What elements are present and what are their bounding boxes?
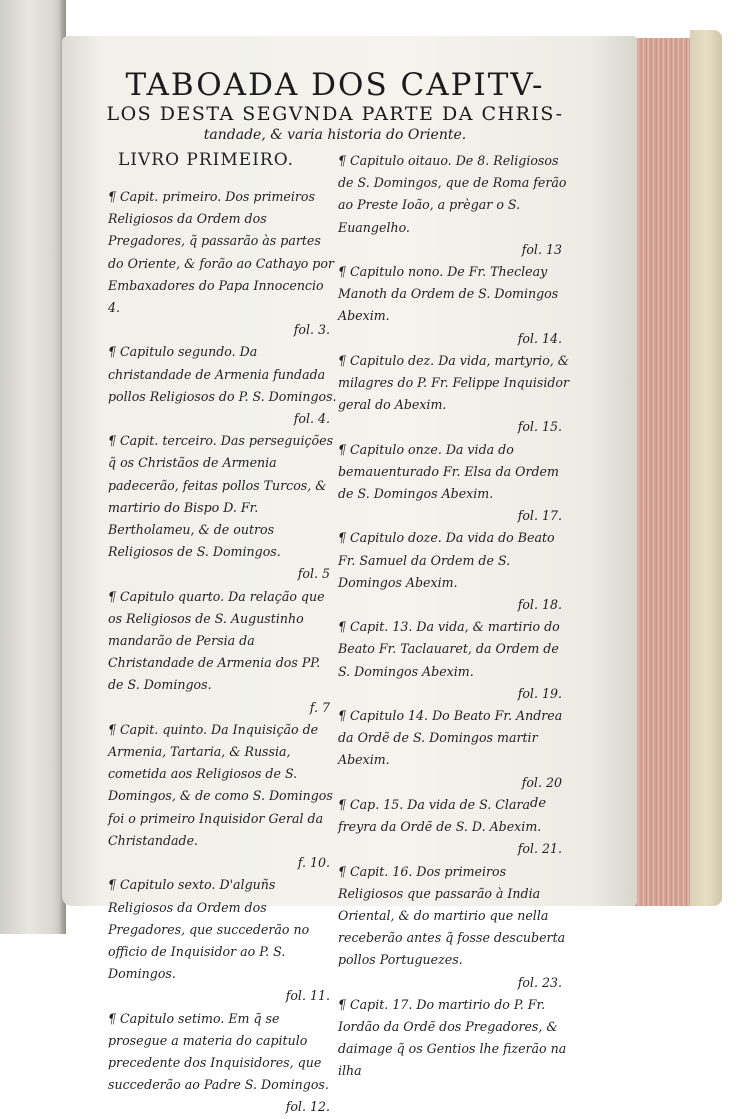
toc-entry	[108, 586, 338, 719]
folio-ref: fol. 12.	[285, 1099, 330, 1115]
folio-ref: fol. 21.	[517, 841, 562, 857]
entry-text: ¶ Capit. 16. Dos primeiros Religiosos que passarão à India Oriental, & do martirio que nella receberão antes q̃ fosse descuberta pollos Portuguezes.	[338, 863, 566, 968]
folio-ref: fol. 15.	[517, 419, 562, 435]
entry-text: ¶ Capit. quinto. Da Inquisição de Armenia, Tartaria, & Russia, cometida aos Religiosos de S. Domingos, & de como S. Domingos foi o primeiro Inquisidor Geral da Christandade.	[108, 721, 333, 848]
toc-entry	[338, 994, 570, 1083]
folio-ref: f. 7	[309, 699, 330, 715]
folio-ref: fol. 11.	[285, 988, 330, 1004]
entry-text: ¶ Capitulo segundo. Da christandade de Armenia fundada pollos Religiosos do P. S. Domingos.	[108, 344, 337, 404]
catchword: de	[530, 796, 547, 811]
entry-text: ¶ Capitulo sexto. D'alguñs Religiosos da Ordem dos Pregadores, que succederão no officio de Inquisidor ao P. S. Domingos.	[108, 877, 310, 982]
toc-entry	[338, 150, 570, 261]
entry-text: ¶ Capitulo quarto. Da relação que os Religiosos de S. Augustinho mandarão de Persia da Christandade de Armenia dos PP. de S. Domingos.	[108, 588, 325, 693]
toc-entry	[338, 705, 570, 794]
entry-text: ¶ Capitulo onze. Da vida do bemauenturado Fr. Elsa da Ordem de S. Domingos Abexim.	[338, 441, 559, 502]
toc-entry	[108, 719, 338, 874]
folio-ref: fol. 18.	[517, 597, 562, 613]
entry-text: ¶ Capitulo dez. Da vida, martyrio, & milagres do P. Fr. Felippe Inquisidor geral do Abexim.	[338, 352, 570, 413]
title-line-3: tandade, & varia historia do Oriente.	[203, 127, 467, 143]
toc-entry	[338, 616, 570, 705]
book-heading: LIVRO PRIMEIRO.	[118, 150, 295, 170]
folio-ref: fol. 23.	[517, 974, 562, 990]
folio-ref: fol. 5	[297, 566, 330, 582]
entry-text: ¶ Capitulo 14. Do Beato Fr. Andrea da Ordẽ de S. Domingos martir Abexim.	[338, 708, 563, 768]
toc-entry	[108, 341, 338, 430]
entry-text: ¶ Capit. 17. Do martirio do P. Fr. Iordão da Ordẽ dos Pregadores, & daimage q̃ os Gentios lhe fizerão na ilha	[338, 996, 567, 1079]
facing-page	[0, 0, 66, 934]
entry-text: ¶ Capit. 13. Da vida, & martirio do Beato Fr. Taclauaret, da Ordem de S. Domingos Abexim.	[338, 619, 560, 679]
book-cover	[690, 30, 722, 906]
folio-ref: fol. 3.	[293, 322, 330, 338]
toc-entry	[338, 527, 570, 616]
folio-ref: fol. 13	[521, 241, 562, 257]
entry-text: ¶ Capit. primeiro. Dos primeiros Religiosos da Ordem dos Pregadores, q̃ passarão às partes do Oriente, & forão ao Cathayo por Embaxadores do Papa Innocencio 4.	[108, 189, 334, 316]
folio-ref: fol. 4.	[293, 411, 330, 427]
entry-text: ¶ Capitulo doze. Da vida do Beato Fr. Samuel da Ordem de S. Domingos Abexim.	[338, 530, 555, 590]
toc-column-right	[338, 150, 570, 1083]
entry-text: ¶ Cap. 15. Da vida de S. Clara freyra da Ordẽ de S. D. Abexim.	[338, 796, 542, 835]
folio-ref: fol. 19.	[517, 685, 562, 701]
toc-entry	[108, 1008, 338, 1119]
toc-entry	[108, 186, 338, 341]
entry-text: ¶ Capit. terceiro. Das perseguições q̃ os Christãos de Armenia padecerão, feitas pollos Turcos, & martirio do Bispo D. Fr. Bertholameu, & de outros Religiosos de S. Domingos.	[108, 433, 334, 560]
entry-text: ¶ Capitulo setimo. Em q̃ se prosegue a materia do capitulo precedente dos Inquisidores, que succederão ao Padre S. Domingos.	[108, 1010, 329, 1093]
toc-entry	[108, 874, 338, 1007]
title-line-1: TABOADA DOS CAPITV-	[125, 67, 545, 103]
folio-ref: f. 10.	[297, 855, 330, 871]
folio-ref: fol. 20	[521, 774, 562, 790]
page-title	[100, 68, 570, 144]
entry-text: ¶ Capitulo nono. De Fr. Thecleay Manoth da Ordem de S. Domingos Abexim.	[338, 264, 559, 324]
toc-entry	[108, 430, 338, 585]
toc-entry	[338, 861, 570, 994]
toc-entry	[338, 439, 570, 528]
folio-ref: fol. 17.	[517, 508, 562, 524]
toc-column-left	[108, 150, 338, 1119]
folio-ref: fol. 14.	[517, 330, 562, 346]
toc-entry	[338, 350, 570, 439]
title-line-2: LOS DESTA SEGVNDA PARTE DA CHRIS-	[106, 103, 564, 125]
toc-entry	[338, 261, 570, 350]
entry-text: ¶ Capitulo oitauo. De 8. Religiosos de S. Domingos, que de Roma ferão ao Preste Ioão, a prègar o S. Euangelho.	[338, 153, 567, 235]
